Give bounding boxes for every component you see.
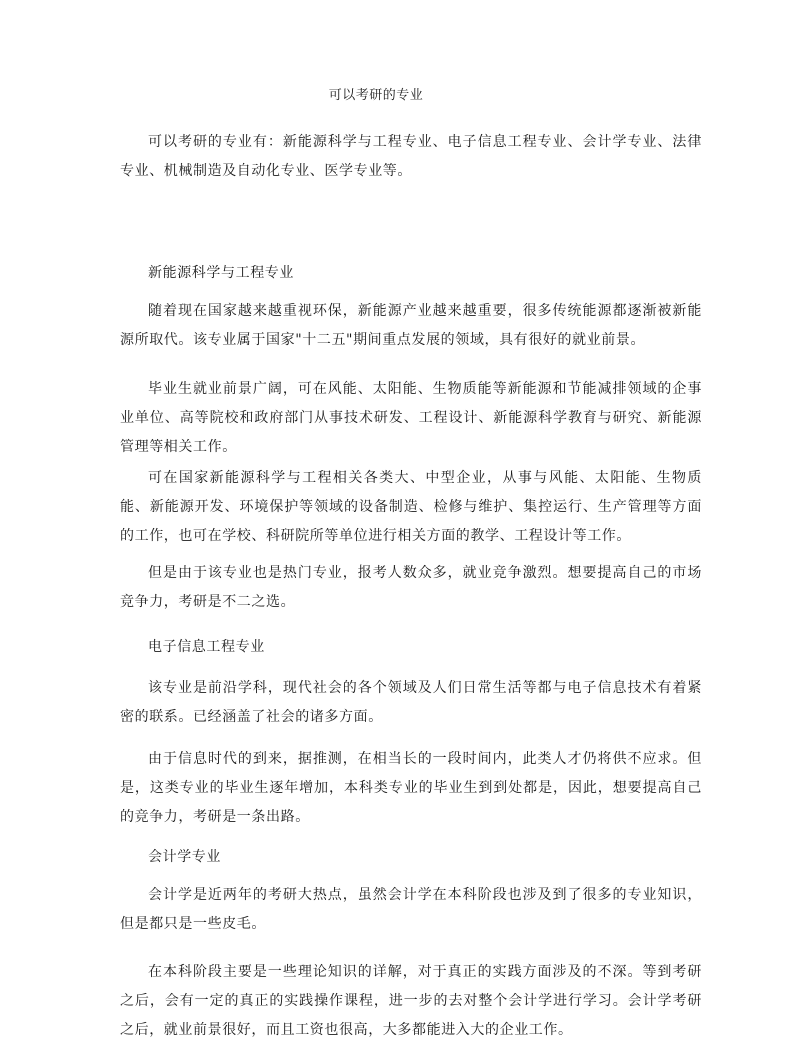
- paragraph: 会计学是近两年的考研大热点，虽然会计学在本科阶段也涉及到了很多的专业知识，但是都只是一些皮毛。: [120, 887, 702, 932]
- intro-paragraph: 可以考研的专业有：新能源科学与工程专业、电子信息工程专业、会计学专业、法律专业、机械制造及自动化专业、医学专业等。: [120, 134, 702, 179]
- paragraph: 但是由于该专业也是热门专业，报考人数众多，就业竞争激烈。想要提高自己的市场竞争力，考研是不二之选。: [120, 565, 702, 610]
- section-heading-accounting: 会计学专业: [148, 849, 221, 865]
- paragraph: 该专业是前沿学科，现代社会的各个领域及人们日常生活等都与电子信息技术有着紧密的联系。已经涵盖了社会的诸多方面。: [120, 680, 702, 725]
- section-heading-electronic-info: 电子信息工程专业: [148, 639, 265, 655]
- paragraph: 可在国家新能源科学与工程相关各类大、中型企业，从事与风能、太阳能、生物质能、新能源开发、环境保护等领域的设备制造、检修与维护、集控运行、生产管理等方面的工作，也可在学校、科研院所等单位进行相关方面的教学、工程设计等工作。: [120, 470, 702, 544]
- paragraph: 由于信息时代的到来，据推测，在相当长的一段时间内，此类人才仍将供不应求。但是，这类专业的毕业生逐年增加，本科类专业的毕业生到到处都是，因此，想要提高自己的竞争力，考研是一条出路。: [120, 751, 702, 825]
- section-heading-new-energy: 新能源科学与工程专业: [148, 265, 294, 281]
- paragraph: 随着现在国家越来越重视环保，新能源产业越来越重要，很多传统能源都逐渐被新能源所取代。该专业属于国家"十二五"期间重点发展的领域，具有很好的就业前景。: [120, 303, 702, 348]
- paragraph: 毕业生就业前景广阔，可在风能、太阳能、生物质能等新能源和节能减排领域的企事业单位、高等院校和政府部门从事技术研发、工程设计、新能源科学教育与研究、新能源管理等相关工作。: [120, 381, 702, 455]
- document-title: 可以考研的专业: [328, 88, 424, 103]
- paragraph: 在本科阶段主要是一些理论知识的详解，对于真正的实践方面涉及的不深。等到考研之后，会有一定的真正的实践操作课程，进一步的去对整个会计学进行学习。会计学考研之后，就业前景很好，而且工资也很高，大多都能进入大的企业工作。: [120, 964, 702, 1038]
